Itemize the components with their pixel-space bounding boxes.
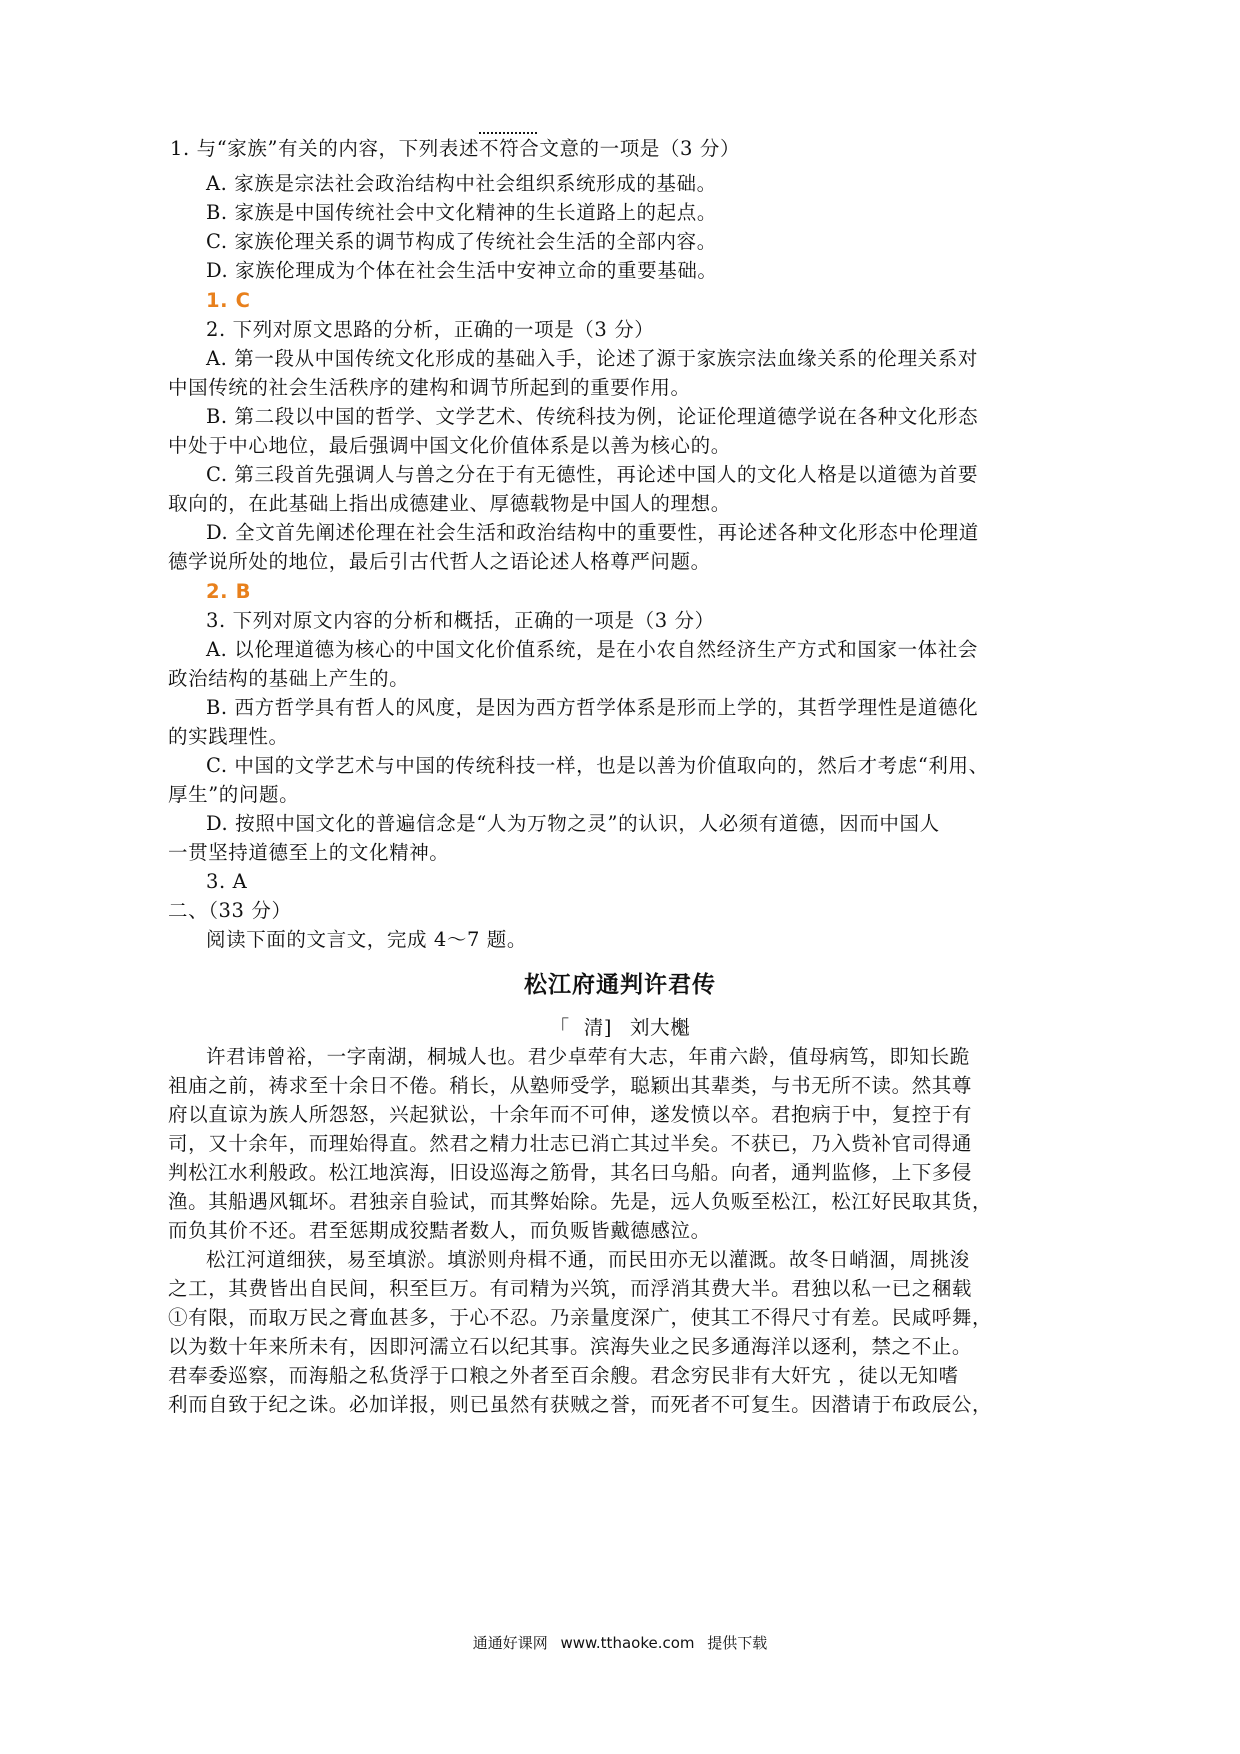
passage-line: ①有限，而取万民之膏血甚多，于心不忍。乃亲量度深广，使其工不得尺寸有差。民咸呼舞， [168,1306,993,1329]
q3-stem: 3. 下列对原文内容的分析和概括，正确的一项是（3 分） [206,609,715,632]
q2-option-a-line2: 中国传统的社会生活秩序的建构和调节所起到的重要作用。 [168,376,691,399]
page-footer [0,1633,1240,1653]
footer-site-name: 通通好课网 [472,1634,548,1652]
passage-line: 判松江水利般政。松江地滨海，旧设巡海之筋骨，其名曰乌船。向者，通判监修，上下多侵 [168,1161,973,1184]
q1-option-d: D. 家族伦理成为个体在社会生活中安神立命的重要基础。 [206,259,718,282]
q3-option-c-line2: 厚生”的问题。 [168,783,300,806]
footer-url-link[interactable]: www.tthaoke.com [560,1634,695,1652]
q1-stem-pre: 1. 与“家族”有关的内容，下列表述 [170,137,480,160]
q3-answer: 3. A [206,870,248,893]
passage-line: 利而自致于纪之诛。必加详报，则已虽然有获贼之誉，而死者不可复生。因潜请于布政辰公， [168,1393,993,1416]
passage-line: 祖庙之前，祷求至十余日不倦。稍长，从塾师受学，聪颖出其辈类，与书无所不读。然其尊 [168,1074,973,1097]
author-open-bracket: 「 [549,1016,570,1039]
footer-note: 提供下载 [707,1634,768,1652]
q3-option-d-line2: 一贯坚持道德至上的文化精神。 [168,841,450,864]
q3-option-d-line1: D. 按照中国文化的普遍信念是“人为万物之灵”的认识，人必须有道德，因而中国人 [206,812,940,835]
q3-option-b-line1: B. 西方哲学具有哲人的风度，是因为西方哲学体系是形而上学的，其哲学理性是道德化 [206,696,979,719]
q1-stem [170,136,740,162]
passage-line: 之工，其费皆出自民间，积至巨万。有司精为兴筑，而浮消其费大半。君独以私一已之稛载 [168,1277,973,1300]
q2-answer: 2. B [206,580,252,603]
q2-option-b-line1: B. 第二段以中国的哲学、文学艺术、传统科技为例，论证伦理道德学说在各种文化形态 [206,405,979,428]
passage-line: 松江河道细狭，易至填淤。填淤则舟楫不通，而民田亦无以灌溉。故冬日峭涸，周挑浚 [206,1248,970,1271]
passage-title: 松江府通判许君传 [524,972,716,998]
q2-option-a-line1: A. 第一段从中国传统文化形成的基础入手，论述了源于家族宗法血缘关系的伦理关系对 [206,347,978,370]
q1-stem-post: 文意的一项是（3 分） [539,137,741,160]
q2-option-d-line2: 德学说所处的地位，最后引古代哲人之语论述人格尊严问题。 [168,550,711,573]
q1-stem-emphasis: 不符合 [479,137,540,160]
passage-line: 许君讳曾裕，一字南湖，桐城人也。君少卓荦有大志，年甫六龄，值母病笃，即知长跪 [206,1045,970,1068]
q3-option-a-line2: 政治结构的基础上产生的。 [168,667,410,690]
passage-line: 府以直谅为族人所怨怒，兴起狱讼，十余年而不可伸，遂发愤以卒。君抱病于中，复控于有 [168,1103,973,1126]
q3-option-a-line1: A. 以伦理道德为核心的中国文化价值系统，是在小农自然经济生产方式和国家一体社会 [206,638,978,661]
q2-option-b-line2: 中处于中心地位，最后强调中国文化价值体系是以善为核心的。 [168,434,731,457]
q3-option-c-line1: C. 中国的文学艺术与中国的传统科技一样，也是以善为价值取向的，然后才考虑“利用、 [206,754,989,777]
author-dynasty: 清] [583,1016,613,1039]
q2-option-d-line1: D. 全文首先阐述伦理在社会生活和政治结构中的重要性，再论述各种文化形态中伦理道 [206,521,979,544]
q1-option-a: A. 家族是宗法社会政治结构中社会组织系统形成的基础。 [206,172,717,195]
author-name: 刘大櫆 [630,1016,691,1039]
q2-option-c-line2: 取向的，在此基础上指出成德建业、厚德载物是中国人的理想。 [168,492,731,515]
q2-option-c-line1: C. 第三段首先强调人与兽之分在于有无德性，再论述中国人的文化人格是以道德为首要 [206,463,979,486]
section2-instruction: 阅读下面的文言文，完成 4～7 题。 [206,928,528,951]
q1-option-b: B. 家族是中国传统社会中文化精神的生长道路上的起点。 [206,201,717,224]
passage-line: 司，又十余年，而理始得直。然君之精力壮志已消亡其过半矣。不获已，乃入赀补官司得通 [168,1132,973,1155]
q1-answer: 1. C [206,289,251,312]
q3-option-b-line2: 的实践理性。 [168,725,289,748]
section2-heading: 二、（33 分） [168,899,292,922]
passage-line: 君奉委巡察，而海船之私货浮于口粮之外者至百余艘。君念穷民非有大奸宄 ，徒以无知嗜 [168,1364,959,1387]
passage-line: 渔。其船遇风辄坏。君独亲自验试，而其弊始除。先是，远人负贩至松江，松江好民取其货， [168,1190,993,1213]
passage-line: 以为数十年来所未有，因即河濡立石以纪其事。滨海失业之民多通海洋以逐利，禁之不止。 [168,1335,973,1358]
q1-option-c: C. 家族伦理关系的调节构成了传统社会生活的全部内容。 [206,230,717,253]
passage-author-line [0,1015,1240,1041]
q2-stem: 2. 下列对原文思路的分析，正确的一项是（3 分） [206,318,655,341]
passage-line: 而负其价不还。君至惩期成狡黠者数人，而负贩皆戴德感泣。 [168,1219,711,1242]
